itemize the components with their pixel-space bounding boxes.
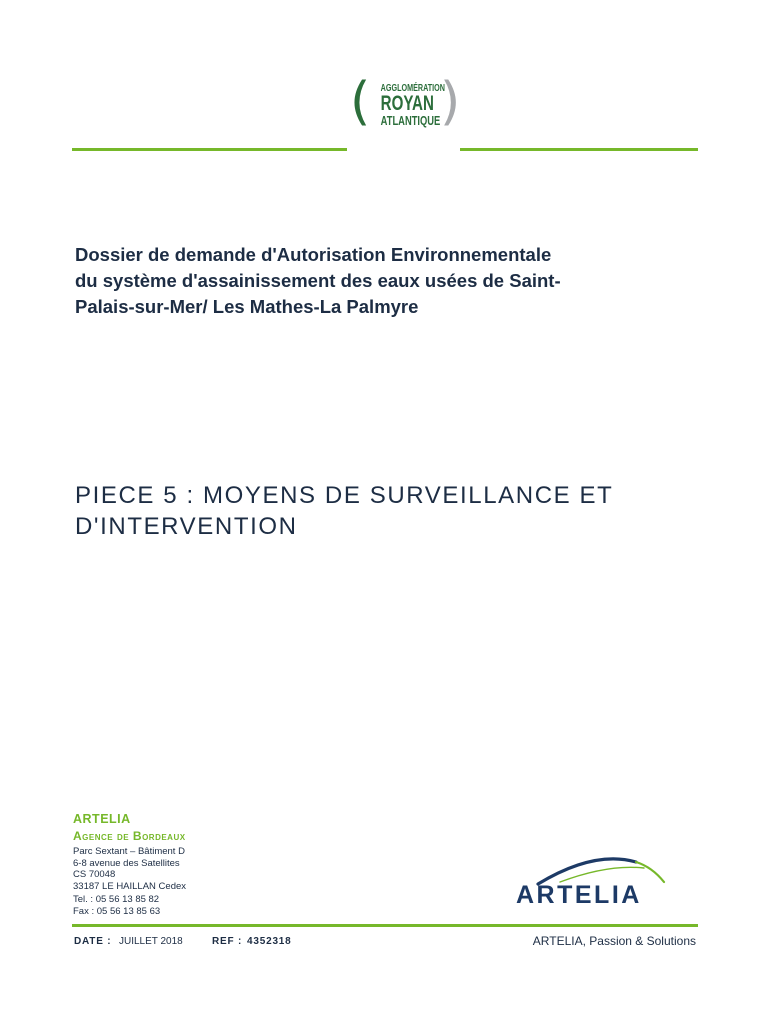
ref-value: 4352318 [247, 936, 292, 947]
agency-name: Agence de Bordeaux [73, 829, 186, 843]
telephone: Tel. : 05 56 13 85 82 [73, 894, 160, 905]
company-slogan: ARTELIA, Passion & Solutions [532, 934, 696, 948]
logo-right-parenthesis: ) [440, 72, 461, 132]
header-rule-right [460, 148, 698, 151]
document-title-line: Palais-sur-Mer/ Les Mathes-La Palmyre [75, 296, 419, 317]
address-line: 33187 LE HAILLAN Cedex [73, 880, 187, 892]
agglomeration-royan-atlantique-logo [350, 72, 461, 134]
logo-line-atlantique: ATLANTIQUE [380, 113, 441, 128]
address-line: CS 70048 [73, 869, 116, 880]
document-title [75, 242, 715, 320]
footer-rule [72, 924, 698, 927]
address-line: Parc Sextant – Bâtiment D [73, 846, 185, 857]
piece-heading [75, 480, 715, 542]
agency-phone-fax [73, 894, 333, 917]
company-name: ARTELIA [73, 812, 131, 826]
logo-line-agglomeration: AGGLOMÉRATION [380, 83, 445, 94]
piece-heading-line: D'INTERVENTION [75, 513, 298, 540]
logo-left-parenthesis: ( [350, 72, 371, 132]
agency-contact-block [73, 812, 333, 917]
date-label: DATE : [74, 936, 112, 947]
document-title-line: Dossier de demande d'Autorisation Environnementale [75, 244, 552, 265]
address-line: 6-8 avenue des Satellites [73, 857, 180, 869]
artelia-logo [512, 852, 702, 914]
logo-line-royan: ROYAN [380, 92, 434, 115]
header-rule-left [72, 148, 347, 151]
agency-address [73, 846, 333, 892]
footer [74, 934, 698, 950]
artelia-wordmark: ARTELIA [516, 881, 642, 909]
date-value: JUILLET 2018 [119, 936, 183, 947]
fax: Fax : 05 56 13 85 63 [73, 905, 161, 917]
document-title-line: du système d'assainissement des eaux usées de Saint- [75, 270, 561, 291]
piece-heading-line: PIECE 5 : MOYENS DE SURVEILLANCE ET [75, 482, 614, 509]
ref-label: REF : [212, 936, 243, 947]
